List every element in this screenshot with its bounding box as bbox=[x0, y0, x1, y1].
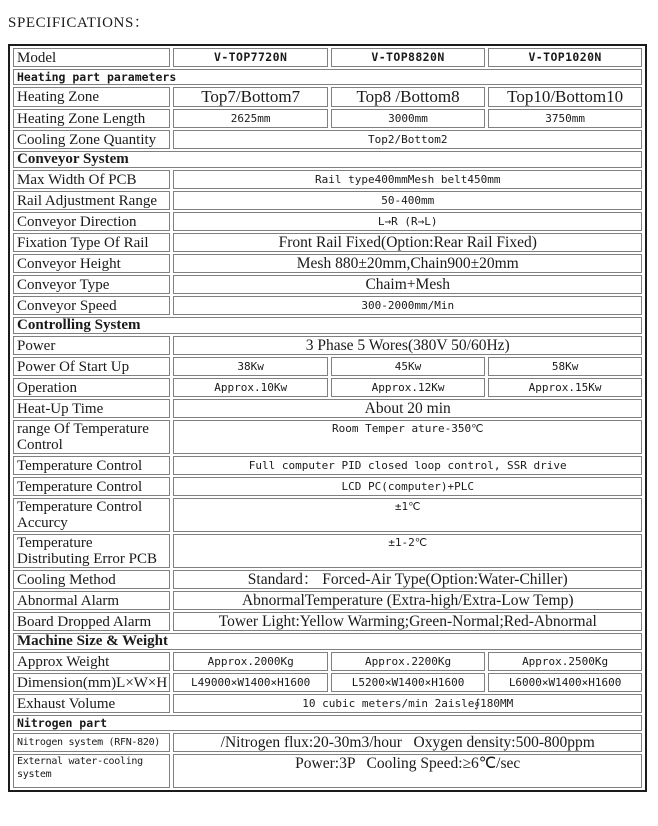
table-row bbox=[13, 754, 642, 788]
cell-value: ±1-2℃ bbox=[173, 534, 642, 568]
table-row bbox=[13, 275, 642, 294]
table-row bbox=[13, 673, 642, 692]
cell-value: Full computer PID closed loop control, SSR drive bbox=[173, 456, 642, 475]
cell-value: 50-400mm bbox=[173, 191, 642, 210]
row-label: Conveyor Direction bbox=[13, 212, 170, 231]
row-label: External water-cooling system bbox=[13, 754, 170, 788]
row-label: Temperature Control Accurcy bbox=[13, 498, 170, 532]
table-row bbox=[13, 420, 642, 454]
cell-value: Front Rail Fixed(Option:Rear Rail Fixed) bbox=[173, 233, 642, 252]
cell-value: Approx.2000Kg bbox=[173, 652, 327, 671]
cell-value: Rail type400mmMesh belt450mm bbox=[173, 170, 642, 189]
cell-value: Power:3P Cooling Speed:≥6℃/sec bbox=[173, 754, 642, 788]
table-row bbox=[13, 399, 642, 418]
cell-value: About 20 min bbox=[173, 399, 642, 418]
cell-value: /Nitrogen flux:20-30m3/hour Oxygen density:500-800ppm bbox=[173, 733, 642, 752]
row-label: Fixation Type Of Rail bbox=[13, 233, 170, 252]
cell-value: 45Kw bbox=[331, 357, 485, 376]
cell-value: Approx.10Kw bbox=[173, 378, 327, 397]
section-row bbox=[13, 317, 642, 334]
table-row bbox=[13, 212, 642, 231]
cell-value: LCD PC(computer)+PLC bbox=[173, 477, 642, 496]
cell-value: Approx.15Kw bbox=[488, 378, 642, 397]
spec-table-border bbox=[8, 44, 647, 792]
row-label: Abnormal Alarm bbox=[13, 591, 170, 610]
cell-value: Top8 /Bottom8 bbox=[331, 87, 485, 107]
section-row bbox=[13, 715, 642, 731]
row-label: Temperature Control bbox=[13, 456, 170, 475]
row-label: Rail Adjustment Range bbox=[13, 191, 170, 210]
cell-value: Top10/Bottom10 bbox=[488, 87, 642, 107]
section-header: Heating part parameters bbox=[13, 69, 642, 85]
section-header: Nitrogen part bbox=[13, 715, 642, 731]
row-label: range Of Temperature Control bbox=[13, 420, 170, 454]
table-row bbox=[13, 254, 642, 273]
table-row bbox=[13, 48, 642, 67]
table-row bbox=[13, 498, 642, 532]
table-row bbox=[13, 336, 642, 355]
row-label: Cooling Method bbox=[13, 570, 170, 589]
table-row bbox=[13, 694, 642, 713]
table-row bbox=[13, 170, 642, 189]
section-header: Controlling System bbox=[13, 317, 642, 334]
row-label: Cooling Zone Quantity bbox=[13, 130, 170, 149]
row-label: Max Width Of PCB bbox=[13, 170, 170, 189]
row-label: Temperature Distributing Error PCB bbox=[13, 534, 170, 568]
cell-value: 3 Phase 5 Wores(380V 50/60Hz) bbox=[173, 336, 642, 355]
table-row bbox=[13, 591, 642, 610]
cell-value: 38Kw bbox=[173, 357, 327, 376]
table-row bbox=[13, 191, 642, 210]
cell-value: L49000×W1400×H1600 bbox=[173, 673, 327, 692]
cell-value: Top2/Bottom2 bbox=[173, 130, 642, 149]
cell-value: 3000mm bbox=[331, 109, 485, 128]
row-label: Heat-Up Time bbox=[13, 399, 170, 418]
cell-value: Top7/Bottom7 bbox=[173, 87, 327, 107]
spec-table bbox=[10, 46, 645, 790]
cell-value: L6000×W1400×H1600 bbox=[488, 673, 642, 692]
row-label: Exhaust Volume bbox=[13, 694, 170, 713]
row-label: Board Dropped Alarm bbox=[13, 612, 170, 631]
table-row bbox=[13, 456, 642, 475]
section-header: Conveyor System bbox=[13, 151, 642, 168]
cell-value: Mesh 880±20mm,Chain900±20mm bbox=[173, 254, 642, 273]
table-row bbox=[13, 733, 642, 752]
section-row bbox=[13, 633, 642, 650]
cell-value: 58Kw bbox=[488, 357, 642, 376]
cell-value: Approx.2500Kg bbox=[488, 652, 642, 671]
row-label: Nitrogen system (RFN-820) bbox=[13, 733, 170, 752]
cell-value: AbnormalTemperature (Extra-high/Extra-Low Temp) bbox=[173, 591, 642, 610]
row-label: Conveyor Type bbox=[13, 275, 170, 294]
page bbox=[0, 11, 658, 826]
cell-value: L→R (R→L) bbox=[173, 212, 642, 231]
row-label: Conveyor Speed bbox=[13, 296, 170, 315]
cell-value: Chaim+Mesh bbox=[173, 275, 642, 294]
cell-value: Approx.12Kw bbox=[331, 378, 485, 397]
page-title: SPECIFICATIONS： bbox=[8, 15, 150, 31]
row-label: Conveyor Height bbox=[13, 254, 170, 273]
table-row bbox=[13, 357, 642, 376]
cell-value: 300-2000mm/Min bbox=[173, 296, 642, 315]
cell-value: ±1℃ bbox=[173, 498, 642, 532]
row-label: Heating Zone bbox=[13, 87, 170, 107]
table-row bbox=[13, 233, 642, 252]
row-label: Temperature Control bbox=[13, 477, 170, 496]
table-row bbox=[13, 109, 642, 128]
cell-value: 2625mm bbox=[173, 109, 327, 128]
section-row bbox=[13, 69, 642, 85]
cell-value: Approx.2200Kg bbox=[331, 652, 485, 671]
row-label: Operation bbox=[13, 378, 170, 397]
cell-value: 10 cubic meters/min 2aisle∮180MM bbox=[173, 694, 642, 713]
table-row bbox=[13, 87, 642, 107]
table-row bbox=[13, 652, 642, 671]
table-row bbox=[13, 296, 642, 315]
cell-value: V-TOP7720N bbox=[173, 48, 327, 67]
table-row bbox=[13, 378, 642, 397]
cell-value: Standard： Forced-Air Type(Option:Water-Chiller) bbox=[173, 570, 642, 589]
table-row bbox=[13, 570, 642, 589]
table-row bbox=[13, 130, 642, 149]
row-label: Power Of Start Up bbox=[13, 357, 170, 376]
table-row bbox=[13, 534, 642, 568]
cell-value: Tower Light:Yellow Warming;Green-Normal;Red-Abnormal bbox=[173, 612, 642, 631]
section-header: Machine Size & Weight bbox=[13, 633, 642, 650]
row-label: Dimension(mm)L×W×H bbox=[13, 673, 170, 692]
cell-value: Room Temper ature-350℃ bbox=[173, 420, 642, 454]
table-row bbox=[13, 477, 642, 496]
row-label: Heating Zone Length bbox=[13, 109, 170, 128]
cell-value: L5200×W1400×H1600 bbox=[331, 673, 485, 692]
row-label: Approx Weight bbox=[13, 652, 170, 671]
section-row bbox=[13, 151, 642, 168]
cell-value: 3750mm bbox=[488, 109, 642, 128]
row-label: Model bbox=[13, 48, 170, 67]
row-label: Power bbox=[13, 336, 170, 355]
cell-value: V-TOP1020N bbox=[488, 48, 642, 67]
cell-value: V-TOP8820N bbox=[331, 48, 485, 67]
table-row bbox=[13, 612, 642, 631]
